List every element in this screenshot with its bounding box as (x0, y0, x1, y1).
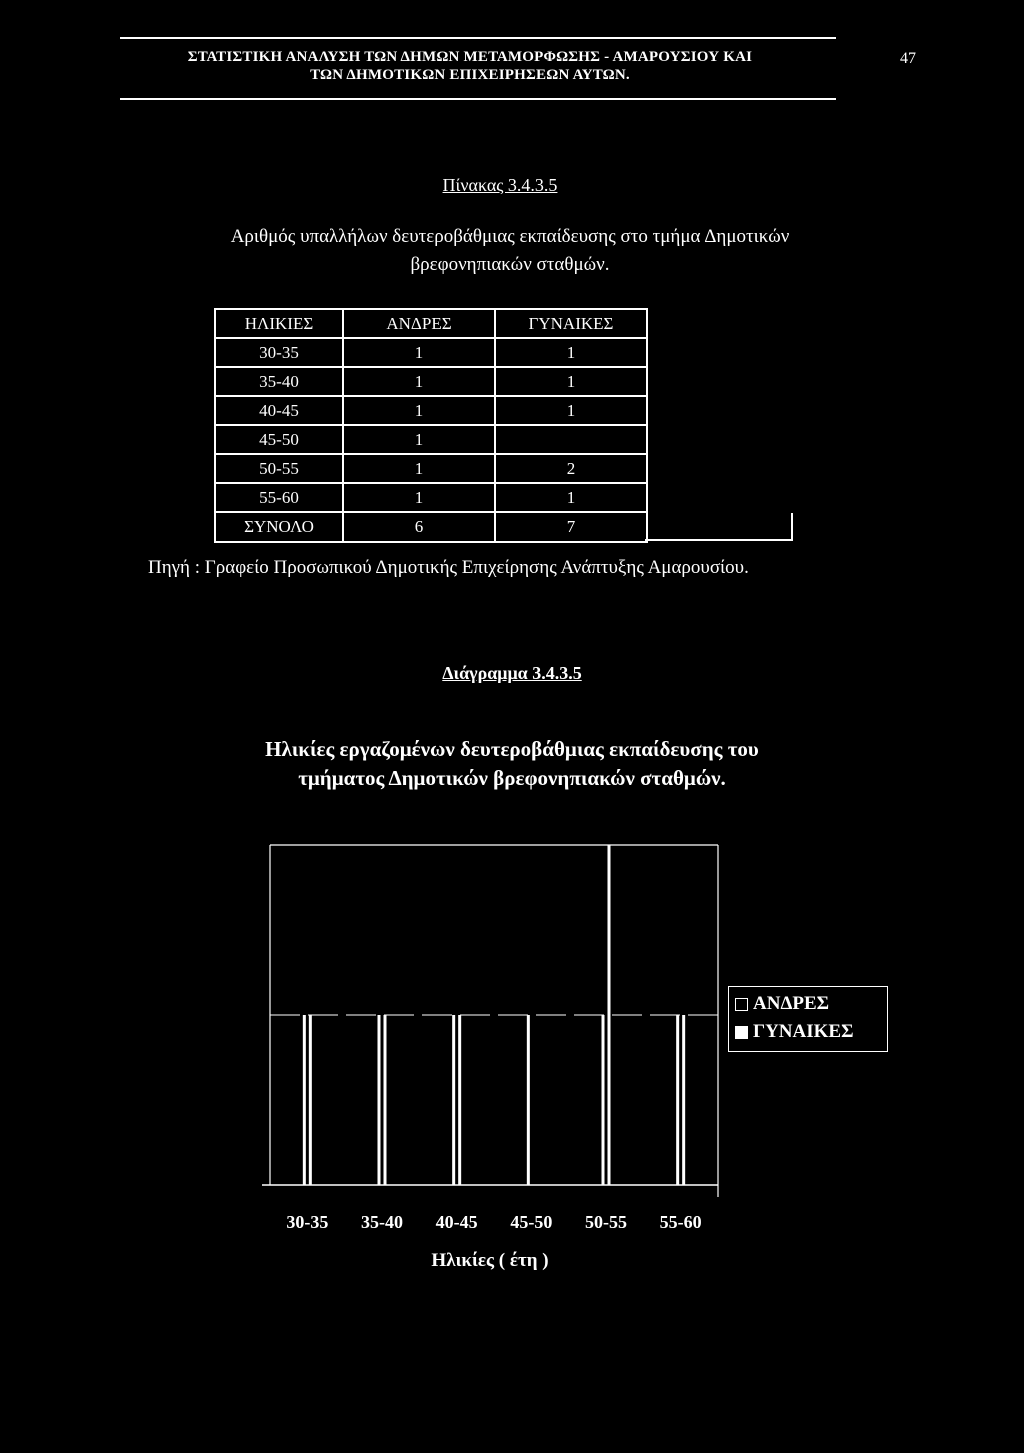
column-header-women: ΓΥΝΑΙΚΕΣ (495, 309, 647, 338)
total-men: 6 (343, 512, 495, 542)
legend-swatch-women (735, 1026, 748, 1039)
table-cell: 1 (343, 367, 495, 396)
table-cell: 1 (343, 454, 495, 483)
bar-men (527, 1015, 530, 1185)
table-cell: 2 (495, 454, 647, 483)
table-cell: 1 (343, 425, 495, 454)
table-source: Πηγή : Γραφείο Προσωπικού Δημοτικής Επιχείρησης Ανάπτυξης Αμαρουσίου. (148, 557, 749, 578)
table-cell: 30-35 (215, 338, 343, 367)
table-cell: 1 (343, 338, 495, 367)
table-cell: 40-45 (215, 396, 343, 425)
x-tick-label: 45-50 (510, 1212, 553, 1232)
running-header-line1: ΣΤΑΤΙΣΤΙΚΗ ΑΝΑΛΥΣΗ ΤΩΝ ΔΗΜΩΝ ΜΕΤΑΜΟΡΦΩΣΗΣ - ΑΜΑΡΟΥΣΙΟΥ ΚΑΙ (187, 49, 753, 65)
bar-women (682, 1015, 685, 1185)
bar-women (309, 1015, 312, 1185)
table-cell: 35-40 (215, 367, 343, 396)
total-women: 7 (495, 512, 647, 542)
table-cell: 1 (343, 396, 495, 425)
x-tick-label: 55-60 (659, 1212, 702, 1232)
chart-caption-line2: τμήματος Δημοτικών βρεφονηπιακών σταθμών. (298, 766, 726, 790)
table-caption-line1: Αριθμός υπαλλήλων δευτεροβάθμιας εκπαίδευσης στο τμήμα Δημοτικών (230, 226, 790, 247)
chart-frame (262, 845, 718, 1197)
bar-women (384, 1015, 387, 1185)
bar-women (458, 1015, 461, 1185)
table-cell: 45-50 (215, 425, 343, 454)
total-label: ΣΥΝΟΛΟ (215, 512, 343, 542)
x-axis-label: Ηλικίες ( έτη ) (431, 1250, 549, 1271)
legend-label-men: ΑΝΔΡΕΣ (753, 993, 830, 1014)
table-title: Πίνακας 3.4.3.5 (442, 175, 558, 195)
page-number: 47 (900, 50, 916, 67)
chart-title: Διάγραμμα 3.4.3.5 (442, 663, 582, 683)
table-cell: 1 (495, 367, 647, 396)
legend-swatch-men (735, 998, 748, 1011)
legend-item-men (735, 993, 829, 1015)
running-header-line2: ΤΩΝ ΔΗΜΟΤΙΚΩΝ ΕΠΙΧΕΙΡΗΣΕΩΝ ΑΥΤΩΝ. (310, 67, 630, 83)
column-header-ages: ΗΛΙΚΙΕΣ (215, 309, 343, 338)
bar-men (676, 1015, 679, 1185)
x-tick-label: 50-55 (585, 1212, 627, 1232)
chart-legend (728, 986, 888, 1052)
bar-women (608, 845, 611, 1185)
table-cell: 1 (495, 483, 647, 512)
bar-men (602, 1015, 605, 1185)
table-cell: 50-55 (215, 454, 343, 483)
column-header-men: ΑΝΔΡΕΣ (343, 309, 495, 338)
table-cell: 1 (495, 396, 647, 425)
x-tick-label: 40-45 (435, 1212, 478, 1232)
bar-men (452, 1015, 455, 1185)
x-tick-label: 30-35 (286, 1212, 329, 1232)
bar-men (378, 1015, 381, 1185)
legend-label-women: ΓΥΝΑΙΚΕΣ (753, 1021, 854, 1042)
legend-item-women (735, 1021, 854, 1043)
x-tick-label: 35-40 (361, 1212, 403, 1232)
table-caption-line2: βρεφονηπιακών σταθμών. (410, 254, 610, 275)
table-cell: 1 (343, 483, 495, 512)
chart-caption-line1: Ηλικίες εργαζομένων δευτεροβάθμιας εκπαίδευσης του (265, 737, 759, 761)
table-cell: 55-60 (215, 483, 343, 512)
bar-men (303, 1015, 306, 1185)
table-cell: 1 (495, 338, 647, 367)
